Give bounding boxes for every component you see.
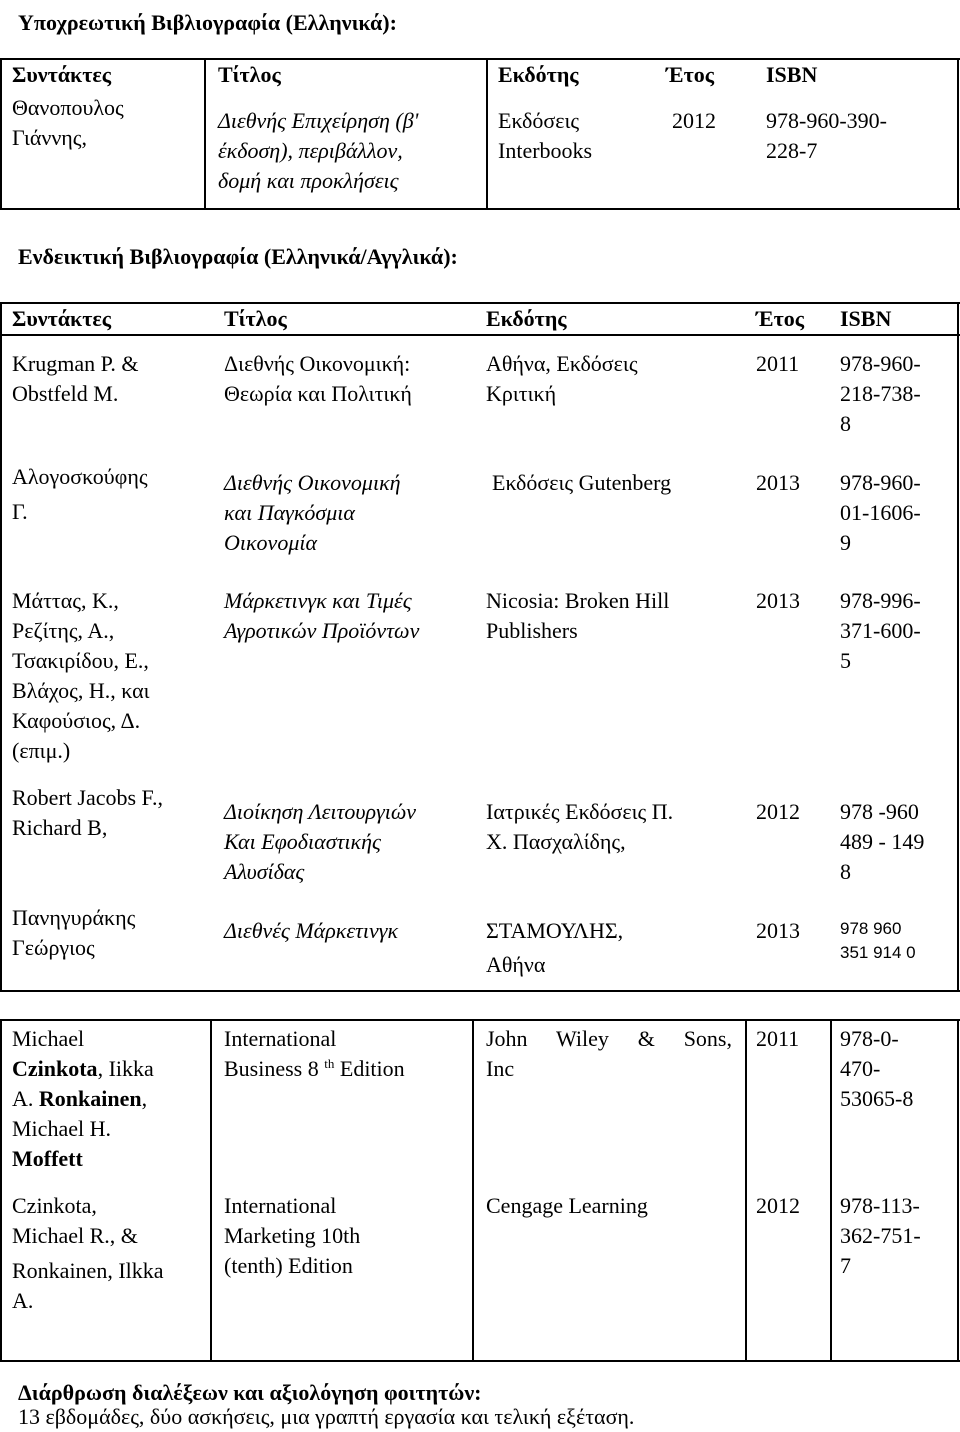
row-isbn: 978-996- 371-600- 5 xyxy=(840,588,921,673)
row-year: 2011 xyxy=(756,1026,800,1051)
row-isbn: 978-960-390- 228-7 xyxy=(766,108,887,163)
row-title: Μάρκετινγκ και Τιμές Αγροτικών Προϊόντων xyxy=(224,588,420,643)
header-isbn: ISBN xyxy=(840,306,892,331)
header-authors: Συντάκτες xyxy=(12,306,112,331)
row-publisher: Ιατρικές Εκδόσεις Π. Χ. Πασχαλίδης, xyxy=(486,799,674,854)
row-title: Διοίκηση Λειτουργιών Και Εφοδιαστικής Αλυσίδας xyxy=(224,799,416,884)
row-isbn: 978-960- 01-1606- 9 xyxy=(840,470,921,555)
header-publisher: Εκδότης xyxy=(486,306,567,331)
header-isbn: ISBN xyxy=(766,62,818,87)
row-isbn: 978-960- 218-738- 8 xyxy=(840,351,921,436)
footer-heading: Διάρθρωση διαλέξεων και αξιολόγηση φοιτητών: xyxy=(18,1380,482,1405)
row-publisher: ΣΤΑΜΟΥΛΗΣ, Αθήνα xyxy=(486,918,624,977)
row-isbn: 978 -960 489 - 149 8 xyxy=(840,799,925,884)
row-authors: Czinkota, Michael R., & Ronkainen, Ilkka A. xyxy=(12,1193,164,1313)
row-title: International Marketing 10th (tenth) Edition xyxy=(224,1193,361,1278)
row-isbn: 978-0- 470- 53065-8 xyxy=(840,1026,914,1111)
row-publisher: Εκδόσεις Gutenberg xyxy=(492,470,672,495)
row-title: Διεθνής Οικονομική και Παγκόσμια Οικονομία xyxy=(224,470,401,555)
header-year: Έτος xyxy=(666,62,714,87)
row-year: 2012 xyxy=(756,1193,800,1218)
row-publisher: Εκδόσεις Interbooks xyxy=(498,108,593,163)
row-authors: Robert Jacobs F., Richard B, xyxy=(12,785,164,840)
row-year: 2012 xyxy=(756,799,800,824)
row-title: Διεθνές Μάρκετινγκ xyxy=(224,918,399,943)
row-title: Διεθνής Επιχείρηση (β' έκδοση), περιβάλλον, δομή και προκλήσεις xyxy=(218,108,419,193)
row-isbn: 978-113- 362-751- 7 xyxy=(840,1193,921,1278)
row-authors: Αλογοσκούφης Γ. xyxy=(12,464,148,524)
section1-heading: Υποχρεωτική Βιβλιογραφία (Ελληνικά): xyxy=(18,10,397,35)
row-year: 2011 xyxy=(756,351,800,376)
row-authors: Μάττας, Κ., Ρεζίτης, Α., Τσακιρίδου, Ε., Βλάχος, Η., και Καφούσιος, Δ. (επιμ.) xyxy=(12,588,150,763)
row-year: 2013 xyxy=(756,470,800,495)
row-year: 2013 xyxy=(756,918,800,943)
row-isbn: 978 960 351 914 0 xyxy=(840,919,916,962)
section2-heading: Ενδεικτική Βιβλιογραφία (Ελληνικά/Αγγλικά): xyxy=(18,244,458,269)
footer-text: 13 εβδομάδες, δύο ασκήσεις, μια γραπτή εργασία και τελική εξέταση. xyxy=(18,1404,635,1429)
row-publisher: Cengage Learning xyxy=(486,1193,648,1218)
row-authors: Krugman P. & Obstfeld M. xyxy=(12,351,139,406)
header-authors: Συντάκτες xyxy=(12,62,112,87)
row-year: 2013 xyxy=(756,588,800,613)
row-authors: Πανηγυράκης Γεώργιος xyxy=(12,905,136,960)
header-title: Τίτλος xyxy=(224,306,287,331)
row-title: Διεθνής Οικονομική: Θεωρία και Πολιτική xyxy=(224,351,412,406)
row-title: International Business 8 $^{th}$ Edition xyxy=(224,1026,405,1081)
row-authors: Michael Czinkota, Iikka A. Ronkainen, Michael H. Moffett xyxy=(12,1026,154,1171)
header-title: Τίτλος xyxy=(218,62,281,87)
header-year: Έτος xyxy=(756,306,804,331)
row-publisher: Αθήνα, Εκδόσεις Κριτική xyxy=(486,351,638,406)
row-publisher: John Wiley & Sons, Inc xyxy=(486,1026,732,1081)
header-publisher: Εκδότης xyxy=(498,62,579,87)
row-year: 2012 xyxy=(672,108,716,133)
row-authors: Θανοπουλος Γιάννης, xyxy=(12,95,124,150)
row-publisher: Nicosia: Broken Hill Publishers xyxy=(486,588,670,643)
